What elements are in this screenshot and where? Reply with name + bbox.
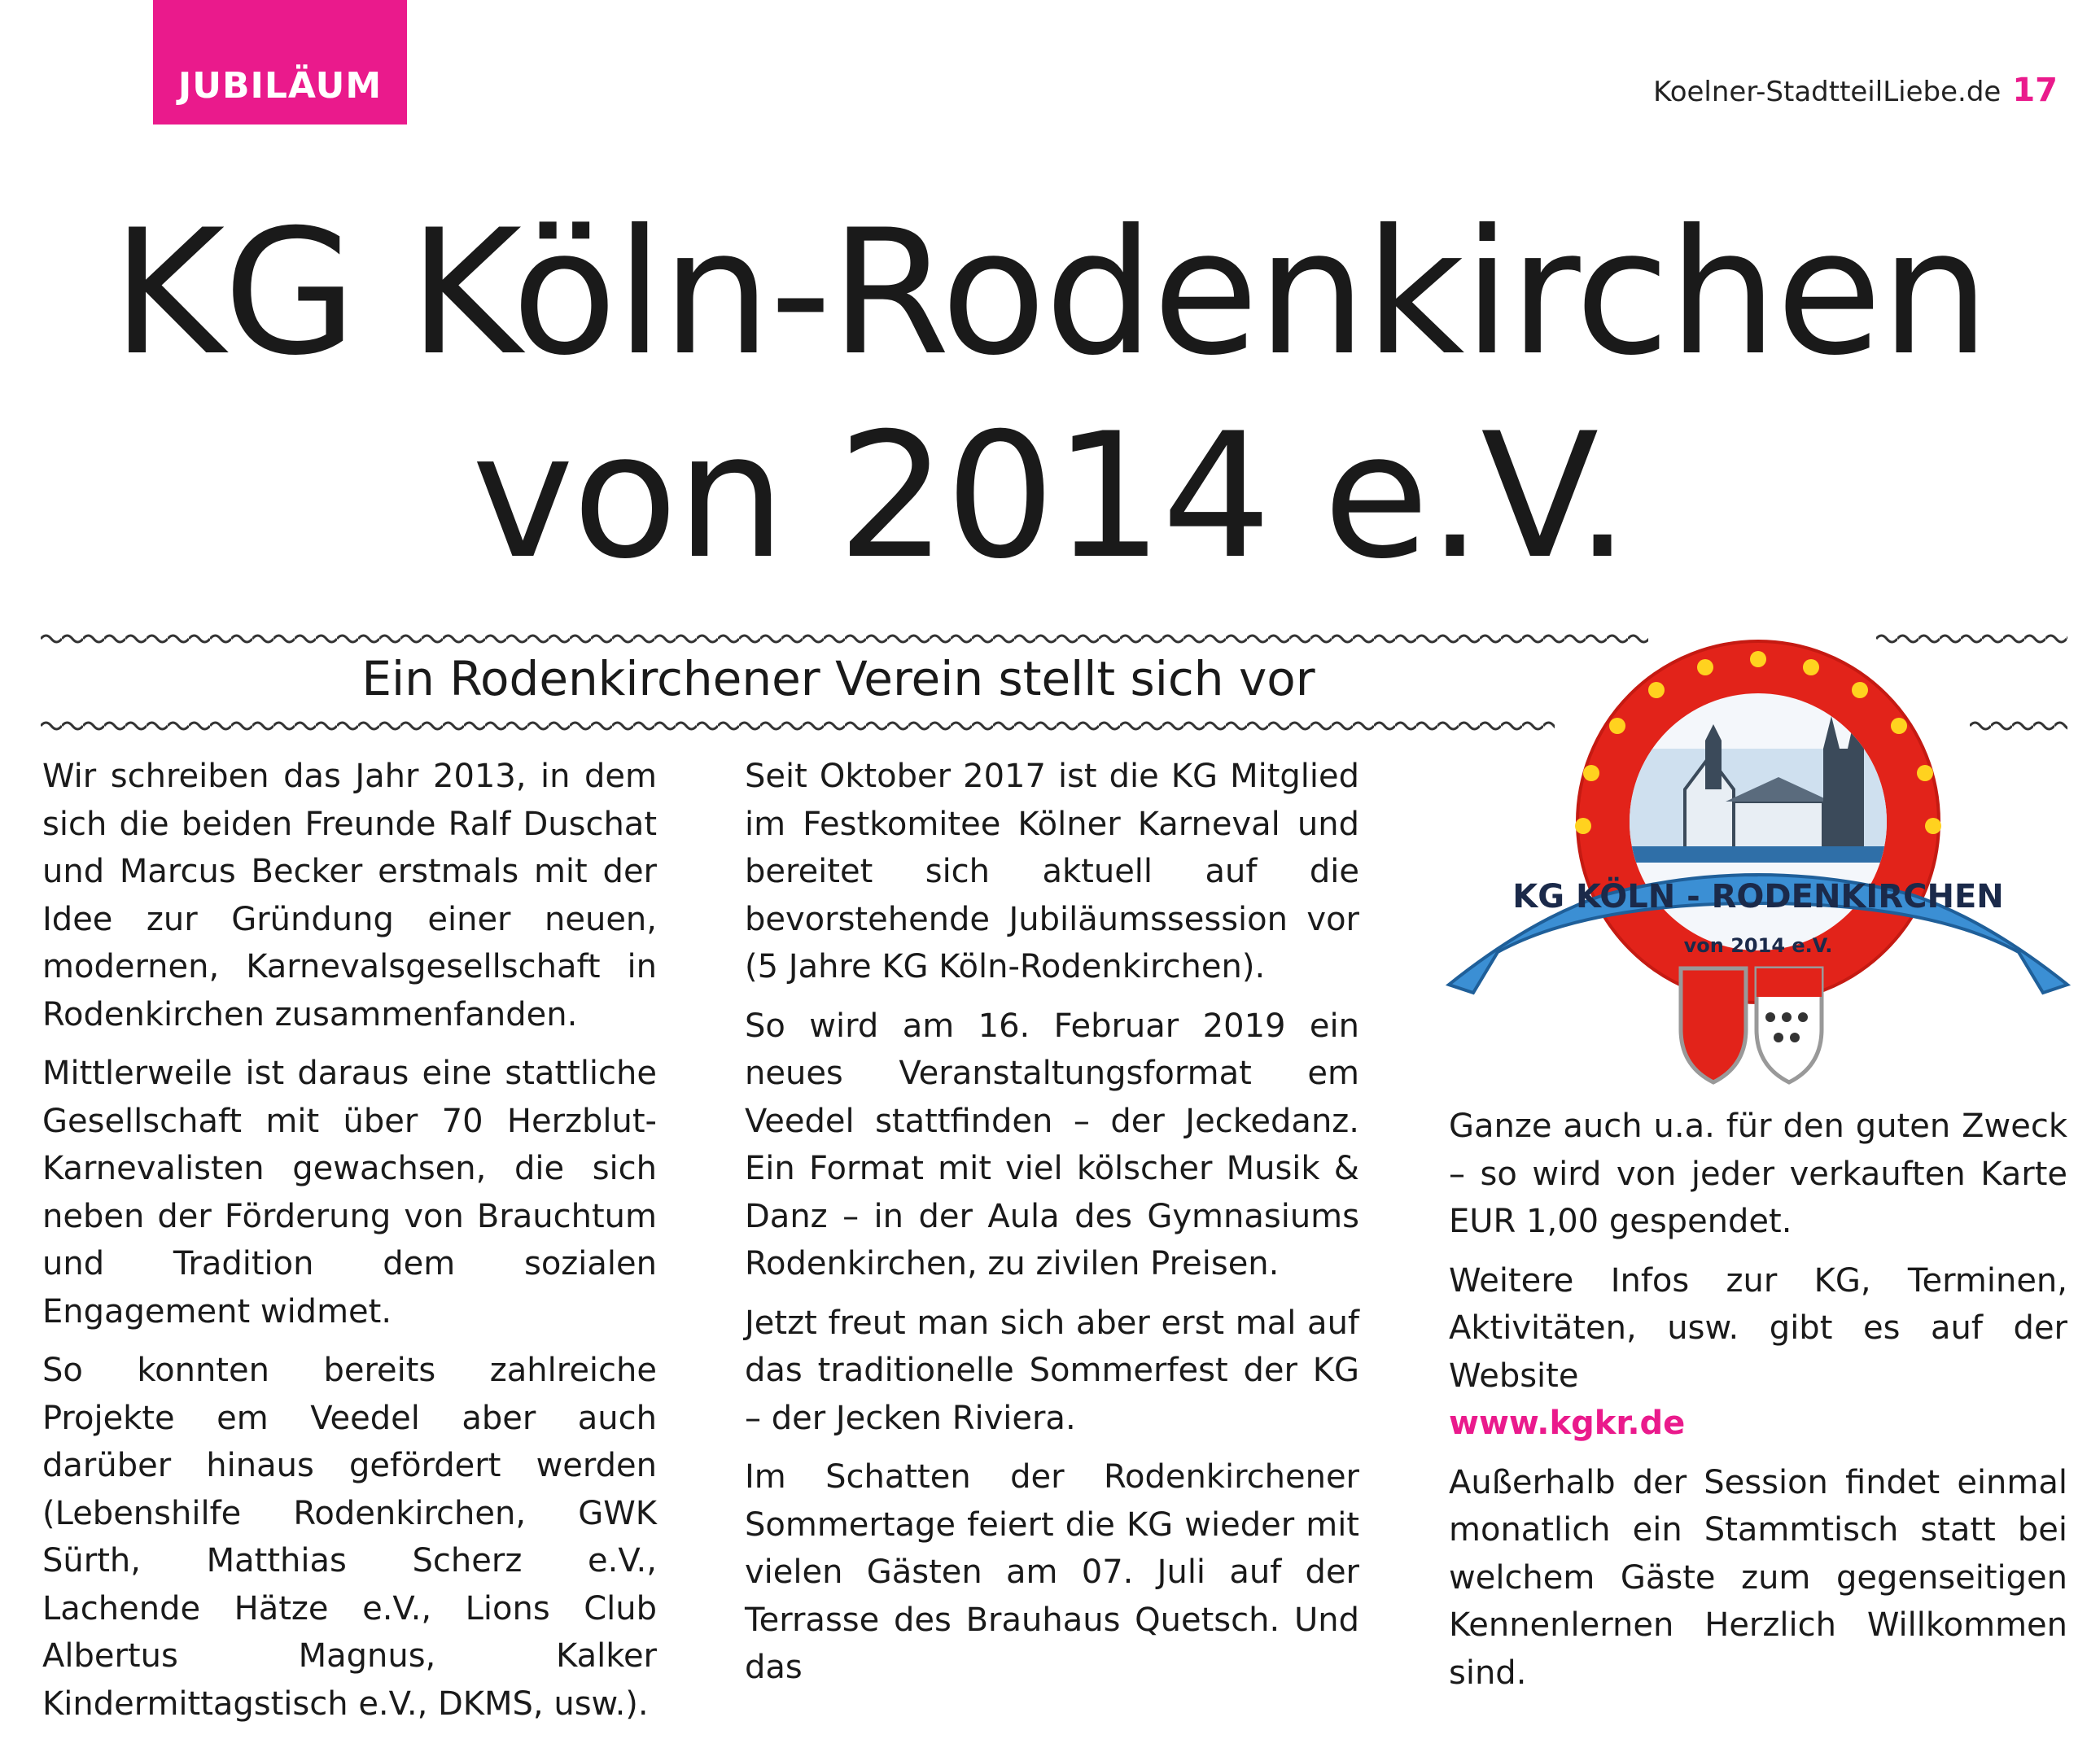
site-page-header — [1653, 72, 2058, 109]
text-column-2 — [745, 753, 1359, 1703]
paragraph: Mittlerweile ist daraus eine stattliche Gesellschaft mit über 70 Herzblut-Karnevalisten gewachsen, die sich neben der Förderung von Brauchtum und Tradition dem sozialen Engagement widmet. — [42, 1055, 657, 1330]
club-logo — [1441, 627, 2076, 1103]
logo-banner-text: KG KÖLN - RODENKIRCHEN — [1512, 878, 2004, 915]
paragraph: Jetzt freut man sich aber erst mal auf das traditionelle Sommerfest der KG – der Jecken Riviera. — [745, 1304, 1359, 1437]
logo-year-text: von 2014 e.V. — [1683, 934, 1833, 957]
article-headline — [0, 191, 2100, 598]
headline-line-1: KG Köln-Rodenkirchen — [112, 192, 1988, 393]
paragraph: Außerhalb der Session findet einmal monatlich ein Stammtisch statt bei welchem Gäste zum gegenseitigen Kennenlernen Herzlich Willkommen sind. — [1449, 1463, 2067, 1692]
site-name: Koelner-StadtteilLiebe.de — [1653, 76, 2002, 108]
website-link[interactable]: www.kgkr.de — [1449, 1405, 1686, 1442]
text-column-3 — [1449, 1103, 2067, 1708]
paragraph: Wir schreiben das Jahr 2013, in dem sich die beiden Freunde Ralf Duschat und Marcus Becker erstmals mit der Idee zur Gründung einer neuen, modernen, Karnevalsgesellschaft in Rodenkirchen zusammenfanden. — [42, 758, 657, 1033]
paragraph: Im Schatten der Rodenkirchener Sommertage feiert die KG wieder mit vielen Gästen am 07. Juli auf der Terrasse des Brauhaus Quetsch. Und das — [745, 1458, 1359, 1686]
page-number: 17 — [2012, 72, 2058, 109]
article-subtitle: Ein Rodenkirchener Verein stellt sich vor — [361, 651, 1315, 706]
headline-line-2: von 2014 e.V. — [471, 395, 1629, 596]
paragraph: So konnten bereits zahlreiche Projekte em Veedel aber auch darüber hinaus gefördert werden (Lebenshilfe Rodenkirchen, GWK Sürth, Matthias Scherz e.V., Lachende Hätze e.V., Lions Club Albertus Magnus, Kalker Kindermittagstisch e.V., DKMS, usw.). — [42, 1352, 657, 1723]
section-tag: JUBILÄUM — [153, 0, 407, 125]
paragraph-website — [1449, 1257, 2067, 1448]
website-intro: Weitere Infos zur KG, Terminen, Aktivitäten, usw. gibt es auf der Website — [1449, 1261, 2067, 1395]
wave-divider-top — [41, 631, 1648, 647]
paragraph: Seit Oktober 2017 ist die KG Mitglied im Festkomitee Kölner Karneval und bereitet sich aktuell auf die bevorstehende Jubiläumssession vor (5 Jahre KG Köln-Rodenkirchen). — [745, 758, 1359, 985]
text-column-1 — [42, 753, 657, 1739]
paragraph: So wird am 16. Februar 2019 ein neues Veranstaltungsformat em Veedel stattfinden – der Jeckedanz. Ein Format mit viel kölscher Musik & Danz – in der Aula des Gymnasiums Rodenkirchen, zu zivilen Preisen. — [745, 1007, 1359, 1282]
wave-divider-bottom — [41, 718, 1555, 734]
paragraph: Ganze auch u.a. für den guten Zweck – so wird von jeder verkauften Karte EUR 1,00 gespendet. — [1449, 1108, 2067, 1240]
